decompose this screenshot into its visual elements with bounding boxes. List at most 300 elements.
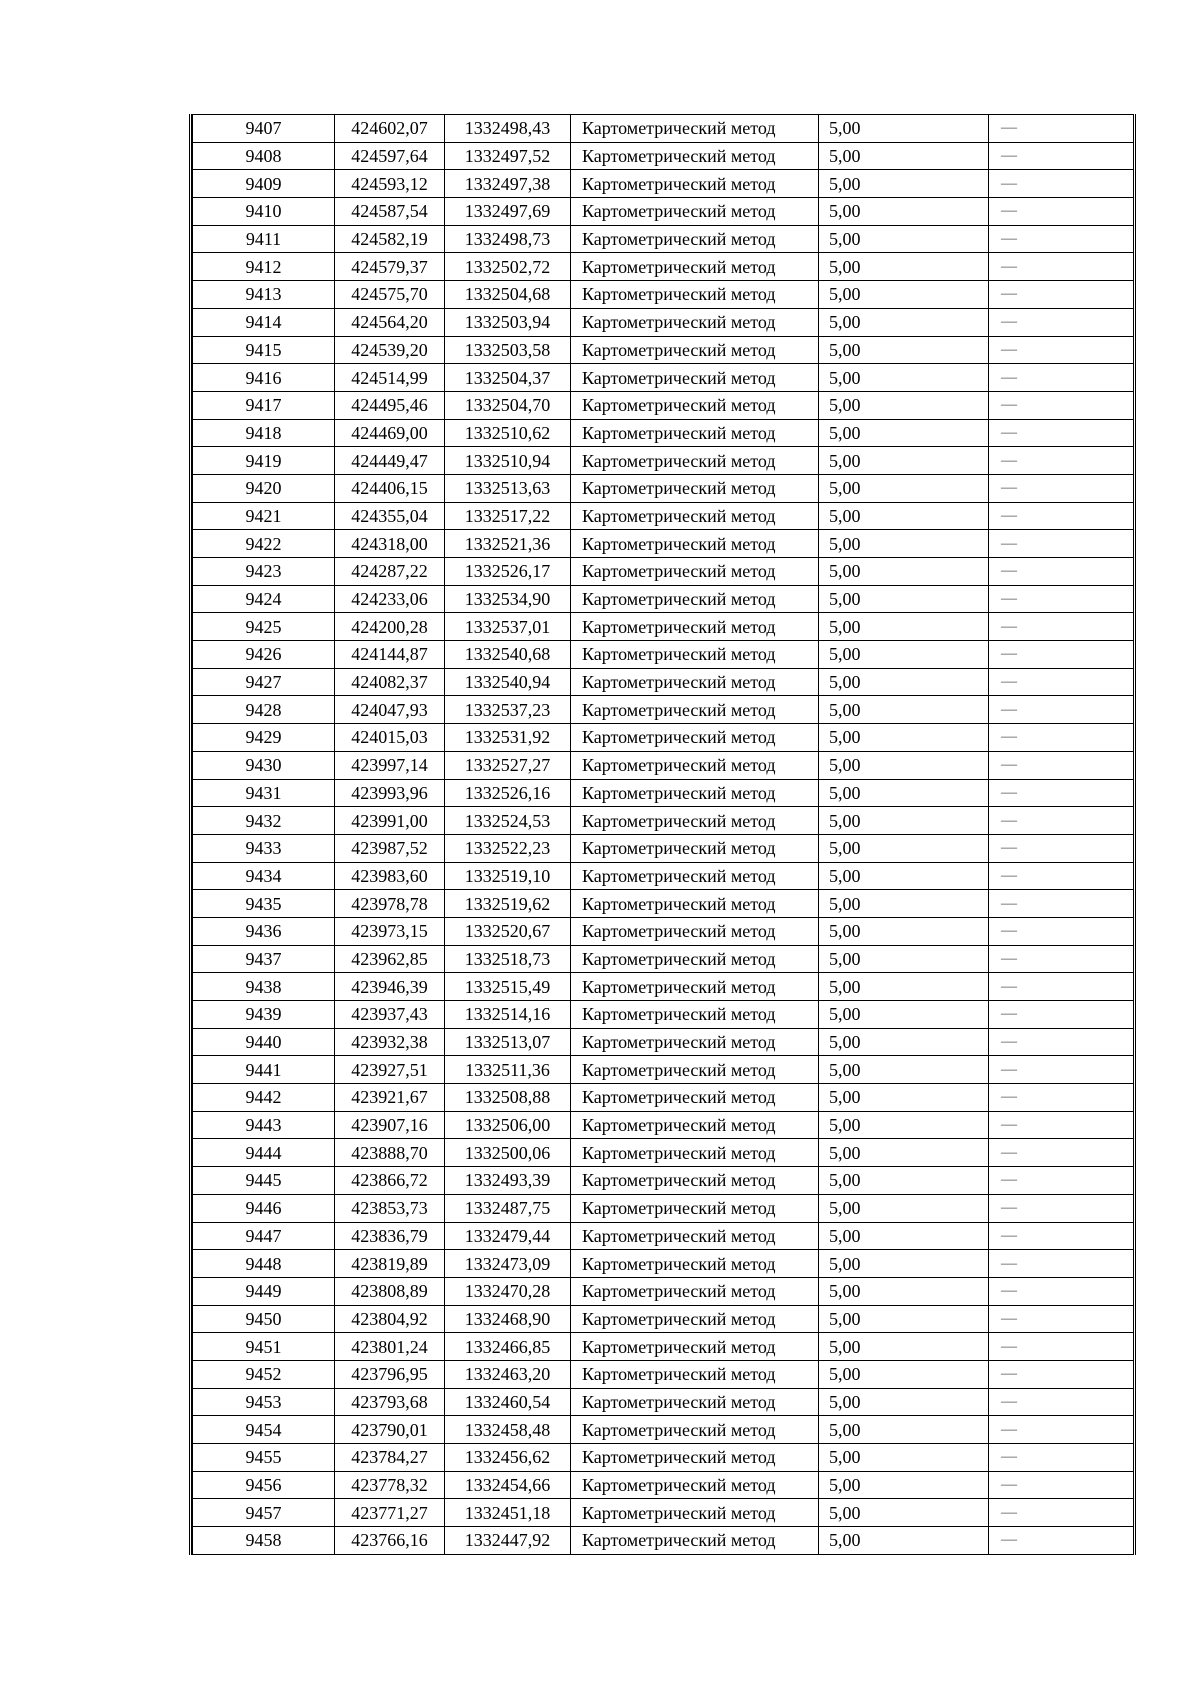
note-cell: —	[989, 198, 1134, 226]
note-cell: —	[989, 1527, 1134, 1555]
table-row	[193, 1056, 1134, 1084]
x-coordinate-cell: 423793,68	[335, 1388, 445, 1416]
method-cell: Картометрический метод	[571, 862, 819, 890]
table-row	[193, 336, 1134, 364]
x-coordinate-cell: 423866,72	[335, 1167, 445, 1195]
x-coordinate-cell: 423771,27	[335, 1499, 445, 1527]
y-coordinate-cell: 1332521,36	[445, 530, 571, 558]
point-number-cell: 9412	[193, 253, 335, 281]
x-coordinate-cell: 424287,22	[335, 558, 445, 586]
y-coordinate-cell: 1332503,58	[445, 336, 571, 364]
table-row	[193, 1305, 1134, 1333]
table-row	[193, 862, 1134, 890]
note-cell: —	[989, 502, 1134, 530]
x-coordinate-cell: 424318,00	[335, 530, 445, 558]
x-coordinate-cell: 424579,37	[335, 253, 445, 281]
table-row	[193, 1471, 1134, 1499]
table-row	[193, 170, 1134, 198]
accuracy-cell: 5,00	[819, 1084, 989, 1112]
y-coordinate-cell: 1332454,66	[445, 1471, 571, 1499]
method-cell: Картометрический метод	[571, 530, 819, 558]
method-cell: Картометрический метод	[571, 115, 819, 143]
note-cell: —	[989, 1499, 1134, 1527]
point-number-cell: 9425	[193, 613, 335, 641]
note-cell: —	[989, 142, 1134, 170]
method-cell: Картометрический метод	[571, 1360, 819, 1388]
note-cell: —	[989, 1194, 1134, 1222]
note-cell: —	[989, 530, 1134, 558]
y-coordinate-cell: 1332540,68	[445, 641, 571, 669]
note-cell: —	[989, 281, 1134, 309]
method-cell: Картометрический метод	[571, 696, 819, 724]
point-number-cell: 9444	[193, 1139, 335, 1167]
method-cell: Картометрический метод	[571, 641, 819, 669]
accuracy-cell: 5,00	[819, 1222, 989, 1250]
table-row	[193, 724, 1134, 752]
y-coordinate-cell: 1332513,07	[445, 1028, 571, 1056]
x-coordinate-cell: 424593,12	[335, 170, 445, 198]
table-row	[193, 696, 1134, 724]
note-cell: —	[989, 945, 1134, 973]
accuracy-cell: 5,00	[819, 391, 989, 419]
accuracy-cell: 5,00	[819, 336, 989, 364]
accuracy-cell: 5,00	[819, 1194, 989, 1222]
table-row	[193, 1277, 1134, 1305]
y-coordinate-cell: 1332526,16	[445, 779, 571, 807]
accuracy-cell: 5,00	[819, 1056, 989, 1084]
table-row	[193, 474, 1134, 502]
point-number-cell: 9421	[193, 502, 335, 530]
x-coordinate-cell: 423790,01	[335, 1416, 445, 1444]
method-cell: Картометрический метод	[571, 502, 819, 530]
point-number-cell: 9436	[193, 917, 335, 945]
accuracy-cell: 5,00	[819, 890, 989, 918]
table-row	[193, 447, 1134, 475]
point-number-cell: 9430	[193, 751, 335, 779]
note-cell: —	[989, 1388, 1134, 1416]
note-cell: —	[989, 1222, 1134, 1250]
note-cell: —	[989, 1001, 1134, 1029]
note-cell: —	[989, 613, 1134, 641]
note-cell: —	[989, 253, 1134, 281]
table-row	[193, 917, 1134, 945]
table-row	[193, 1084, 1134, 1112]
x-coordinate-cell: 423801,24	[335, 1333, 445, 1361]
point-number-cell: 9453	[193, 1388, 335, 1416]
x-coordinate-cell: 423927,51	[335, 1056, 445, 1084]
method-cell: Картометрический метод	[571, 474, 819, 502]
accuracy-cell: 5,00	[819, 751, 989, 779]
method-cell: Картометрический метод	[571, 834, 819, 862]
y-coordinate-cell: 1332497,38	[445, 170, 571, 198]
point-number-cell: 9457	[193, 1499, 335, 1527]
y-coordinate-cell: 1332519,62	[445, 890, 571, 918]
method-cell: Картометрический метод	[571, 1471, 819, 1499]
note-cell: —	[989, 779, 1134, 807]
table-row	[193, 225, 1134, 253]
x-coordinate-cell: 424355,04	[335, 502, 445, 530]
accuracy-cell: 5,00	[819, 1527, 989, 1555]
accuracy-cell: 5,00	[819, 225, 989, 253]
x-coordinate-cell: 424082,37	[335, 668, 445, 696]
y-coordinate-cell: 1332460,54	[445, 1388, 571, 1416]
point-number-cell: 9410	[193, 198, 335, 226]
table-row	[193, 1194, 1134, 1222]
note-cell: —	[989, 474, 1134, 502]
accuracy-cell: 5,00	[819, 1250, 989, 1278]
y-coordinate-cell: 1332447,92	[445, 1527, 571, 1555]
point-number-cell: 9424	[193, 585, 335, 613]
point-number-cell: 9440	[193, 1028, 335, 1056]
table-row	[193, 973, 1134, 1001]
note-cell: —	[989, 807, 1134, 835]
y-coordinate-cell: 1332470,28	[445, 1277, 571, 1305]
y-coordinate-cell: 1332506,00	[445, 1111, 571, 1139]
table-row	[193, 391, 1134, 419]
method-cell: Картометрический метод	[571, 1111, 819, 1139]
point-number-cell: 9432	[193, 807, 335, 835]
y-coordinate-cell: 1332518,73	[445, 945, 571, 973]
x-coordinate-cell: 423946,39	[335, 973, 445, 1001]
table-row	[193, 1499, 1134, 1527]
table-row	[193, 1388, 1134, 1416]
method-cell: Картометрический метод	[571, 281, 819, 309]
note-cell: —	[989, 364, 1134, 392]
point-number-cell: 9429	[193, 724, 335, 752]
method-cell: Картометрический метод	[571, 1305, 819, 1333]
point-number-cell: 9449	[193, 1277, 335, 1305]
accuracy-cell: 5,00	[819, 1499, 989, 1527]
point-number-cell: 9439	[193, 1001, 335, 1029]
note-cell: —	[989, 391, 1134, 419]
point-number-cell: 9438	[193, 973, 335, 1001]
point-number-cell: 9458	[193, 1527, 335, 1555]
point-number-cell: 9452	[193, 1360, 335, 1388]
x-coordinate-cell: 423796,95	[335, 1360, 445, 1388]
accuracy-cell: 5,00	[819, 1416, 989, 1444]
y-coordinate-cell: 1332498,73	[445, 225, 571, 253]
note-cell: —	[989, 1277, 1134, 1305]
y-coordinate-cell: 1332522,23	[445, 834, 571, 862]
accuracy-cell: 5,00	[819, 170, 989, 198]
point-number-cell: 9417	[193, 391, 335, 419]
y-coordinate-cell: 1332487,75	[445, 1194, 571, 1222]
y-coordinate-cell: 1332503,94	[445, 308, 571, 336]
method-cell: Картометрический метод	[571, 724, 819, 752]
y-coordinate-cell: 1332537,23	[445, 696, 571, 724]
method-cell: Картометрический метод	[571, 1250, 819, 1278]
accuracy-cell: 5,00	[819, 613, 989, 641]
method-cell: Картометрический метод	[571, 1527, 819, 1555]
x-coordinate-cell: 424539,20	[335, 336, 445, 364]
x-coordinate-cell: 424015,03	[335, 724, 445, 752]
accuracy-cell: 5,00	[819, 530, 989, 558]
point-number-cell: 9409	[193, 170, 335, 198]
method-cell: Картометрический метод	[571, 336, 819, 364]
note-cell: —	[989, 1139, 1134, 1167]
x-coordinate-cell: 423983,60	[335, 862, 445, 890]
method-cell: Картометрический метод	[571, 391, 819, 419]
table-row	[193, 613, 1134, 641]
y-coordinate-cell: 1332531,92	[445, 724, 571, 752]
x-coordinate-cell: 423993,96	[335, 779, 445, 807]
point-number-cell: 9434	[193, 862, 335, 890]
point-number-cell: 9456	[193, 1471, 335, 1499]
y-coordinate-cell: 1332508,88	[445, 1084, 571, 1112]
y-coordinate-cell: 1332510,94	[445, 447, 571, 475]
x-coordinate-cell: 424233,06	[335, 585, 445, 613]
table-row	[193, 115, 1134, 143]
table-row	[193, 1416, 1134, 1444]
accuracy-cell: 5,00	[819, 973, 989, 1001]
note-cell: —	[989, 336, 1134, 364]
y-coordinate-cell: 1332504,70	[445, 391, 571, 419]
y-coordinate-cell: 1332520,67	[445, 917, 571, 945]
x-coordinate-cell: 424406,15	[335, 474, 445, 502]
x-coordinate-cell: 424047,93	[335, 696, 445, 724]
y-coordinate-cell: 1332468,90	[445, 1305, 571, 1333]
note-cell: —	[989, 447, 1134, 475]
accuracy-cell: 5,00	[819, 1001, 989, 1029]
x-coordinate-cell: 423973,15	[335, 917, 445, 945]
method-cell: Картометрический метод	[571, 142, 819, 170]
method-cell: Картометрический метод	[571, 917, 819, 945]
point-number-cell: 9427	[193, 668, 335, 696]
method-cell: Картометрический метод	[571, 170, 819, 198]
point-number-cell: 9423	[193, 558, 335, 586]
accuracy-cell: 5,00	[819, 1111, 989, 1139]
y-coordinate-cell: 1332513,63	[445, 474, 571, 502]
table-row	[193, 364, 1134, 392]
x-coordinate-cell: 423921,67	[335, 1084, 445, 1112]
method-cell: Картометрический метод	[571, 1333, 819, 1361]
note-cell: —	[989, 973, 1134, 1001]
table-row	[193, 668, 1134, 696]
x-coordinate-cell: 424144,87	[335, 641, 445, 669]
x-coordinate-cell: 424514,99	[335, 364, 445, 392]
table-row	[193, 641, 1134, 669]
y-coordinate-cell: 1332524,53	[445, 807, 571, 835]
y-coordinate-cell: 1332466,85	[445, 1333, 571, 1361]
accuracy-cell: 5,00	[819, 1277, 989, 1305]
x-coordinate-cell: 423962,85	[335, 945, 445, 973]
y-coordinate-cell: 1332527,27	[445, 751, 571, 779]
x-coordinate-cell: 424449,47	[335, 447, 445, 475]
accuracy-cell: 5,00	[819, 474, 989, 502]
accuracy-cell: 5,00	[819, 1360, 989, 1388]
accuracy-cell: 5,00	[819, 1388, 989, 1416]
table-row	[193, 1139, 1134, 1167]
accuracy-cell: 5,00	[819, 585, 989, 613]
point-number-cell: 9426	[193, 641, 335, 669]
x-coordinate-cell: 424582,19	[335, 225, 445, 253]
x-coordinate-cell: 424597,64	[335, 142, 445, 170]
y-coordinate-cell: 1332451,18	[445, 1499, 571, 1527]
note-cell: —	[989, 1056, 1134, 1084]
note-cell: —	[989, 696, 1134, 724]
x-coordinate-cell: 424200,28	[335, 613, 445, 641]
x-coordinate-cell: 423937,43	[335, 1001, 445, 1029]
table-row	[193, 1444, 1134, 1472]
accuracy-cell: 5,00	[819, 198, 989, 226]
x-coordinate-cell: 424587,54	[335, 198, 445, 226]
y-coordinate-cell: 1332519,10	[445, 862, 571, 890]
note-cell: —	[989, 1471, 1134, 1499]
point-number-cell: 9428	[193, 696, 335, 724]
y-coordinate-cell: 1332526,17	[445, 558, 571, 586]
method-cell: Картометрический метод	[571, 779, 819, 807]
x-coordinate-cell: 423932,38	[335, 1028, 445, 1056]
accuracy-cell: 5,00	[819, 1305, 989, 1333]
table-row	[193, 834, 1134, 862]
y-coordinate-cell: 1332497,52	[445, 142, 571, 170]
x-coordinate-cell: 423978,78	[335, 890, 445, 918]
accuracy-cell: 5,00	[819, 115, 989, 143]
method-cell: Картометрический метод	[571, 1444, 819, 1472]
method-cell: Картометрический метод	[571, 1056, 819, 1084]
y-coordinate-cell: 1332458,48	[445, 1416, 571, 1444]
x-coordinate-cell: 423907,16	[335, 1111, 445, 1139]
table-row	[193, 1250, 1134, 1278]
point-number-cell: 9445	[193, 1167, 335, 1195]
point-number-cell: 9408	[193, 142, 335, 170]
accuracy-cell: 5,00	[819, 945, 989, 973]
note-cell: —	[989, 170, 1134, 198]
method-cell: Картометрический метод	[571, 308, 819, 336]
method-cell: Картометрический метод	[571, 253, 819, 281]
y-coordinate-cell: 1332504,68	[445, 281, 571, 309]
table-row	[193, 1222, 1134, 1250]
accuracy-cell: 5,00	[819, 142, 989, 170]
x-coordinate-cell: 424495,46	[335, 391, 445, 419]
accuracy-cell: 5,00	[819, 779, 989, 807]
accuracy-cell: 5,00	[819, 281, 989, 309]
note-cell: —	[989, 1250, 1134, 1278]
table-row	[193, 558, 1134, 586]
note-cell: —	[989, 585, 1134, 613]
table-row	[193, 419, 1134, 447]
accuracy-cell: 5,00	[819, 364, 989, 392]
method-cell: Картометрический метод	[571, 1499, 819, 1527]
y-coordinate-cell: 1332514,16	[445, 1001, 571, 1029]
accuracy-cell: 5,00	[819, 1028, 989, 1056]
point-number-cell: 9437	[193, 945, 335, 973]
point-number-cell: 9451	[193, 1333, 335, 1361]
point-number-cell: 9431	[193, 779, 335, 807]
method-cell: Картометрический метод	[571, 1416, 819, 1444]
point-number-cell: 9455	[193, 1444, 335, 1472]
x-coordinate-cell: 423991,00	[335, 807, 445, 835]
note-cell: —	[989, 1333, 1134, 1361]
method-cell: Картометрический метод	[571, 668, 819, 696]
table-row	[193, 308, 1134, 336]
note-cell: —	[989, 751, 1134, 779]
table-row	[193, 1360, 1134, 1388]
table-row	[193, 1001, 1134, 1029]
method-cell: Картометрический метод	[571, 364, 819, 392]
note-cell: —	[989, 115, 1134, 143]
table-row	[193, 779, 1134, 807]
x-coordinate-cell: 423853,73	[335, 1194, 445, 1222]
note-cell: —	[989, 1444, 1134, 1472]
note-cell: —	[989, 724, 1134, 752]
note-cell: —	[989, 225, 1134, 253]
x-coordinate-cell: 424564,20	[335, 308, 445, 336]
note-cell: —	[989, 1111, 1134, 1139]
accuracy-cell: 5,00	[819, 253, 989, 281]
y-coordinate-cell: 1332502,72	[445, 253, 571, 281]
x-coordinate-cell: 423804,92	[335, 1305, 445, 1333]
point-number-cell: 9420	[193, 474, 335, 502]
accuracy-cell: 5,00	[819, 1471, 989, 1499]
method-cell: Картометрический метод	[571, 807, 819, 835]
note-cell: —	[989, 1305, 1134, 1333]
table-row	[193, 502, 1134, 530]
point-number-cell: 9443	[193, 1111, 335, 1139]
x-coordinate-cell: 423819,89	[335, 1250, 445, 1278]
table-row	[193, 1028, 1134, 1056]
x-coordinate-cell: 424469,00	[335, 419, 445, 447]
method-cell: Картометрический метод	[571, 945, 819, 973]
method-cell: Картометрический метод	[571, 890, 819, 918]
y-coordinate-cell: 1332515,49	[445, 973, 571, 1001]
table-row	[193, 1111, 1134, 1139]
point-number-cell: 9433	[193, 834, 335, 862]
y-coordinate-cell: 1332504,37	[445, 364, 571, 392]
point-number-cell: 9448	[193, 1250, 335, 1278]
accuracy-cell: 5,00	[819, 1139, 989, 1167]
method-cell: Картометрический метод	[571, 751, 819, 779]
coordinates-table-frame	[189, 114, 1136, 1555]
point-number-cell: 9446	[193, 1194, 335, 1222]
note-cell: —	[989, 308, 1134, 336]
y-coordinate-cell: 1332497,69	[445, 198, 571, 226]
y-coordinate-cell: 1332473,09	[445, 1250, 571, 1278]
y-coordinate-cell: 1332479,44	[445, 1222, 571, 1250]
accuracy-cell: 5,00	[819, 308, 989, 336]
x-coordinate-cell: 423808,89	[335, 1277, 445, 1305]
method-cell: Картометрический метод	[571, 973, 819, 1001]
y-coordinate-cell: 1332456,62	[445, 1444, 571, 1472]
note-cell: —	[989, 668, 1134, 696]
y-coordinate-cell: 1332493,39	[445, 1167, 571, 1195]
accuracy-cell: 5,00	[819, 1333, 989, 1361]
note-cell: —	[989, 1084, 1134, 1112]
method-cell: Картометрический метод	[571, 225, 819, 253]
accuracy-cell: 5,00	[819, 1444, 989, 1472]
x-coordinate-cell: 423778,32	[335, 1471, 445, 1499]
table-row	[193, 585, 1134, 613]
point-number-cell: 9407	[193, 115, 335, 143]
method-cell: Картометрический метод	[571, 1194, 819, 1222]
method-cell: Картометрический метод	[571, 1001, 819, 1029]
accuracy-cell: 5,00	[819, 834, 989, 862]
method-cell: Картометрический метод	[571, 1222, 819, 1250]
y-coordinate-cell: 1332511,36	[445, 1056, 571, 1084]
note-cell: —	[989, 419, 1134, 447]
table-row	[193, 890, 1134, 918]
x-coordinate-cell: 424575,70	[335, 281, 445, 309]
table-row	[193, 281, 1134, 309]
y-coordinate-cell: 1332537,01	[445, 613, 571, 641]
x-coordinate-cell: 424602,07	[335, 115, 445, 143]
method-cell: Картометрический метод	[571, 419, 819, 447]
accuracy-cell: 5,00	[819, 641, 989, 669]
note-cell: —	[989, 917, 1134, 945]
coordinates-table-body	[193, 115, 1134, 1555]
accuracy-cell: 5,00	[819, 917, 989, 945]
point-number-cell: 9411	[193, 225, 335, 253]
